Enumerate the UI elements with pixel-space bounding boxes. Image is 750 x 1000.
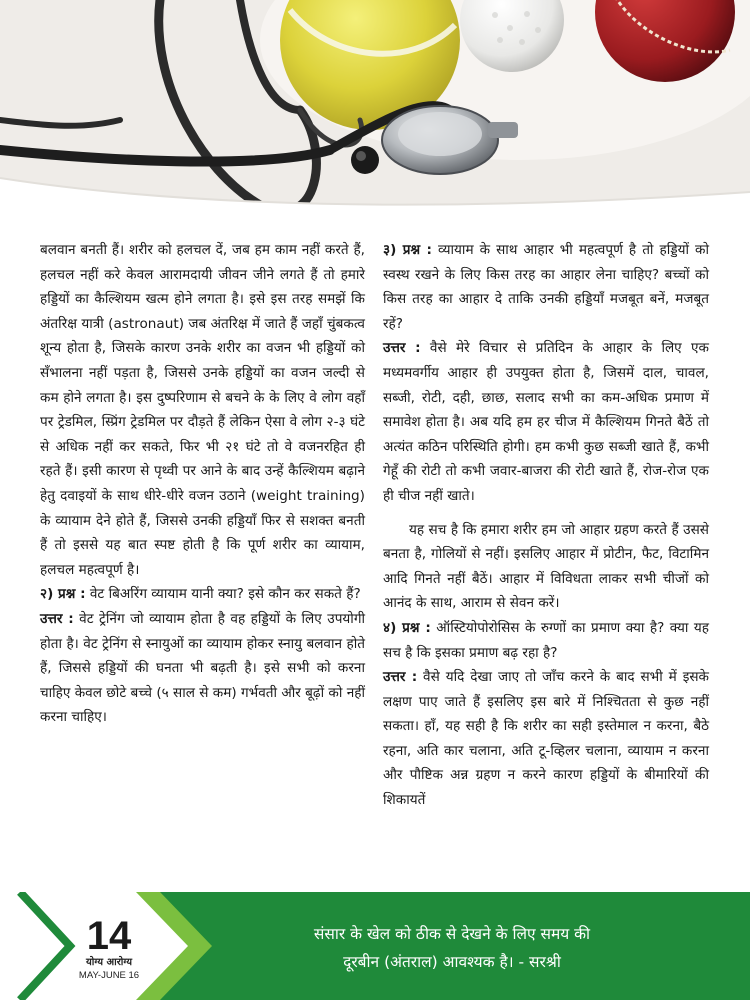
question-label: ३) प्रश्न :: [383, 242, 432, 258]
question-label: २) प्रश्न :: [40, 586, 86, 603]
footer-quote: [262, 920, 642, 976]
quote-line: दूरबीन (अंतराल) आवश्यक है। - सरश्री: [343, 953, 561, 971]
question-text: वेट बिअरिंग व्यायाम यानी क्या? इसे कौन कर सकते हैं?: [85, 586, 361, 603]
article-right-column: [383, 238, 709, 813]
answer-4: [383, 665, 709, 813]
question-4: [383, 616, 709, 665]
question-text: व्यायाम के साथ आहार भी महत्वपूर्ण है तो हड्डियों को स्वस्थ रखने के लिए किस तरह का आहार लेना चाहिए? बच्चों को किस तरह का आहार दे ताकि उनकी हड्डियाँ मजबूत बनें, मजबूत रहें?: [383, 242, 709, 332]
question-3: [383, 238, 709, 336]
question-label: ४) प्रश्न :: [383, 619, 431, 636]
answer-label: उत्तर :: [40, 610, 74, 627]
article-left-column: [40, 238, 365, 730]
answer-3: [383, 336, 709, 508]
answer-label: उत्तर :: [383, 669, 418, 686]
answer-text: वैसे यदि देखा जाए तो जाँच करने के बाद सभी में इसके लक्षण पाए जाते हैं इसलिए इस बारे में निश्चितता से कुछ नहीं सकता। हाँ, यह सही है कि शरीर का सही इस्तेमाल न करना, बैठे रहना, अति कार चलाना, अति टू-व्हिलर चलाना, व्यायाम न करना और पौष्टिक अन्न ग्रहण न करने कारण हड्डियों के बीमारियों की शिकायतें: [383, 669, 709, 809]
page-number: 14: [86, 914, 132, 958]
question-2: [40, 582, 365, 607]
question-text: ऑस्टियोपोरोसिस के रुग्णों का प्रमाण क्या है? क्या यह सच है कि इसका प्रमाण बढ़ रहा है?: [383, 619, 710, 661]
answer-label: उत्तर :: [383, 340, 421, 357]
answer-2: [40, 607, 365, 730]
answer-text: वैसे मेरे विचार से प्रतिदिन के आहार के लिए एक मध्यमवर्गीय आहार ही उपयुक्त होता है, जिसमें दाल, चावल, सब्जी, रोटी, दही, छाछ, सलाद सभी का कम-अधिक प्रमाण में समावेश होता है। अब यदि हम हर चीज में कैल्शियम गिनते बैठें तो अत्यंत कठिन परिस्थिति होगी। हम कभी कुछ सब्जी खाते हैं, कभी गेहूँ की रोटी तो कभी जवार-बाजरा की रोटी खाते हैं, रोज-रोज एक ही चीज नहीं खाते।: [383, 340, 709, 504]
header-photo: [0, 0, 750, 232]
article-paragraph: यह सच है कि हमारा शरीर हम जो आहार ग्रहण करते हैं उससे बनता है, गोलियों से नहीं। इसलिए आहार में प्रोटीन, फैट, विटामिन आदि गिनते नहीं बैठें। आहार में विविधता लाकर सभी चीजों को आनंद के साथ, आराम से सेवन करें।: [383, 521, 709, 612]
answer-text: वेट ट्रेनिंग जो व्यायाम होता है वह हड्डियों के लिए उपयोगी होता है। वेट ट्रेनिंग से स्नायुओं का व्यायाम होकर स्नायु बलवान होते हैं, जिससे हड्डियों की घनता भी बढ़ती है। इसे सभी को करना चाहिए केवल छोटे बच्चे (५ साल से कम) गर्भवती और बूढ़ों को नहीं करना चाहिए।: [40, 610, 365, 726]
sports-stethoscope-illustration: [0, 0, 750, 232]
magazine-name: योग्य आरोग्य: [86, 957, 132, 968]
quote-line: संसार के खेल को ठीक से देखने के लिए समय की: [313, 925, 591, 943]
article-paragraph: बलवान बनती हैं। शरीर को हलचल दें, जब हम काम नहीं करते हैं, हलचल नहीं करे केवल आरामदायी जीवन जीने लगते हैं तो हमारे हड्डियों का कैल्शियम खत्म होने लगता है। इसे इस तरह समझें कि अंतरिक्ष यात्री (astronaut) जब अंतरिक्ष में जाते हैं जहाँ चुंबकत्व शून्य होता है, जिसके कारण उनके शरीर का वजन भी हड्डियों को सँभालना नहीं पड़ता है, जिससे उनके हड्डियों का वजन जल्दी से कम होने लगता है। इस दुष्परिणाम से बचने के के लिए वे लोग वहाँ पर ट्रेडमिल, स्प्रिंग ट्रेडमिल पर दौड़ते हैं लेकिन ऐसा वे लोग २-३ घंटे से अधिक नहीं कर सकते, फिर भी २१ घंटे तो वे वजनरहित ही रहते हैं। इसी कारण से पृथ्वी पर आने के बाद उन्हें कैल्शियम बढ़ाने हेतु दवाइयों के साथ धीरे-धीरे वजन उठाने (weight training) के व्यायाम देने होते हैं, जिससे उनकी हड्डियाँ फिर से सशक्त बनती हैं तो इससे यह बात स्पष्ट होती है कि पूर्ण शरीर का व्यायाम, हलचल महत्वपूर्ण है।: [40, 242, 365, 578]
magazine-issue: MAY-JUNE 16: [78, 970, 140, 981]
